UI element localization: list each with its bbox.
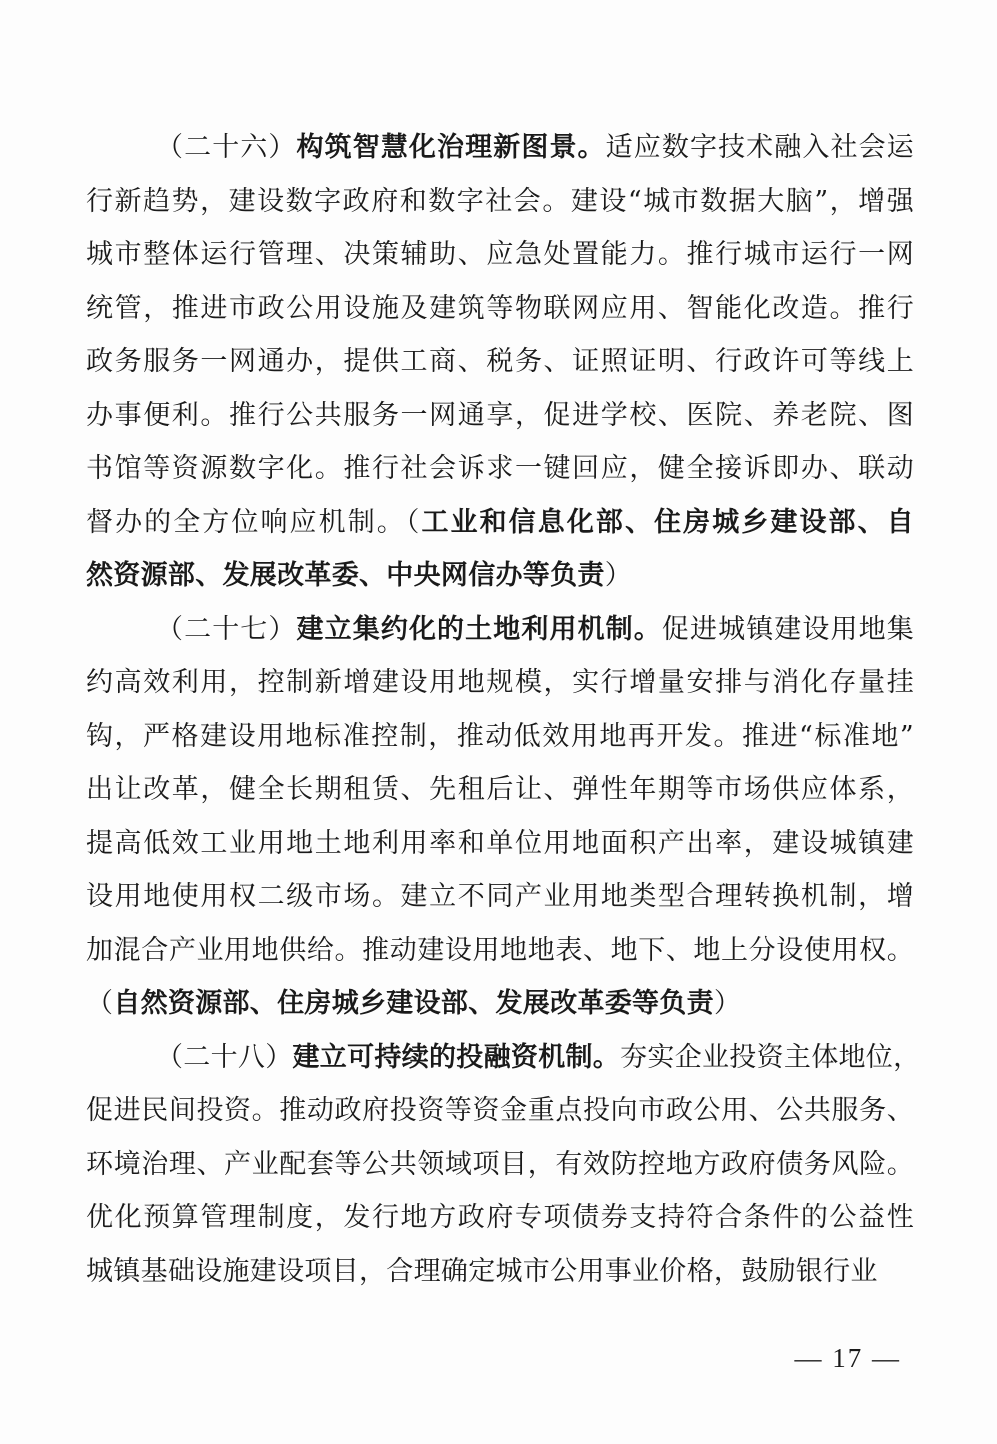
responsible-departments: 工业和信息化部、住房城乡建设部、自 [421, 506, 914, 538]
text-line [86, 870, 914, 924]
text-segment: 督办的全方位响应机制。（ [86, 506, 422, 538]
text-line [86, 817, 914, 871]
text-segment: 行新趋势，建设数字政府和数字社会。建设“城市数据大脑”，增强 [86, 185, 914, 217]
text-segment: （ [86, 988, 114, 1019]
text-line [86, 603, 914, 657]
text-line [86, 228, 914, 282]
text-segment: 促进民间投资。推动政府投资等资金重点投向市政公用、公共服务、 [86, 1095, 914, 1126]
text-line [86, 1084, 914, 1138]
text-line [86, 121, 914, 175]
text-line [86, 1031, 921, 1085]
text-segment: 统管，推进市政公用设施及建筑等物联网应用、智能化改造。推行 [86, 292, 914, 324]
paragraph [86, 121, 914, 603]
text-line [86, 389, 914, 443]
text-line [86, 175, 914, 229]
text-line [86, 977, 914, 1031]
text-segment: （二十八） [156, 1041, 293, 1073]
text-line [86, 496, 914, 550]
section-heading: 构筑智慧化治理新图景。 [296, 132, 606, 163]
text-segment: 出让改革，健全长期租赁、先租后让、弹性年期等市场供应体系， [86, 774, 914, 805]
text-line [86, 1191, 914, 1245]
text-segment: 城市整体运行管理、决策辅助、应急处置能力。推行城市运行一网 [86, 239, 914, 270]
text-segment: 提高低效工业用地土地利用率和单位用地面积产出率，建设城镇建 [86, 827, 914, 859]
text-line [86, 282, 914, 336]
text-segment: （二十六） [156, 132, 297, 163]
responsible-departments: 自然资源部、住房城乡建设部、发展改革委等负责 [113, 988, 714, 1019]
text-segment: ） [604, 560, 633, 591]
text-segment: ） [713, 988, 742, 1019]
text-line [86, 335, 914, 389]
text-segment: 书馆等资源数字化。推行社会诉求一键回应，健全接诉即办、联动 [86, 453, 914, 484]
text-segment: 设用地使用权二级市场。建立不同产业用地类型合理转换机制，增 [86, 881, 914, 912]
paragraph [86, 603, 914, 1031]
text-segment: 夯实企业投资主体地位， [620, 1041, 921, 1073]
text-line [86, 549, 914, 603]
text-segment: 政务服务一网通办，提供工商、税务、证照证明、行政许可等线上 [86, 346, 914, 377]
responsible-departments: 然资源部、发展改革委、中央网信办等负责 [86, 560, 605, 591]
body-text [86, 121, 921, 1298]
text-segment: （二十七） [156, 613, 297, 645]
text-line [86, 1245, 914, 1299]
text-line [86, 710, 914, 764]
paragraph [86, 1031, 921, 1299]
text-segment: 城镇基础设施建设项目，合理确定城市公用事业价格，鼓励银行业 [86, 1255, 878, 1287]
page-number: — 17 — [794, 1343, 901, 1373]
section-heading: 建立集约化的土地利用机制。 [296, 613, 662, 645]
text-segment: 约高效利用，控制新增建设用地规模，实行增量安排与消化存量挂 [86, 667, 914, 698]
text-segment: 办事便利。推行公共服务一网通享，促进学校、医院、养老院、图 [86, 399, 914, 431]
text-line [86, 1138, 914, 1192]
text-segment: 加混合产业用地供给。推动建设用地地表、地下、地上分设使用权。 [86, 934, 914, 966]
text-segment: 优化预算管理制度，发行地方政府专项债券支持符合条件的公益性 [86, 1202, 914, 1233]
text-line [86, 656, 914, 710]
section-heading: 建立可持续的投融资机制。 [292, 1041, 621, 1073]
text-segment: 促进城镇建设用地集 [661, 613, 915, 645]
text-segment: 钩，严格建设用地标准控制，推动低效用地再开发。推进“标准地” [86, 720, 914, 752]
text-line [86, 763, 914, 817]
text-line [86, 924, 914, 978]
text-segment: 环境治理、产业配套等公共领域项目，有效防控地方政府债务风险。 [86, 1148, 914, 1180]
text-segment: 适应数字技术融入社会运 [605, 132, 914, 163]
text-line [86, 442, 914, 496]
